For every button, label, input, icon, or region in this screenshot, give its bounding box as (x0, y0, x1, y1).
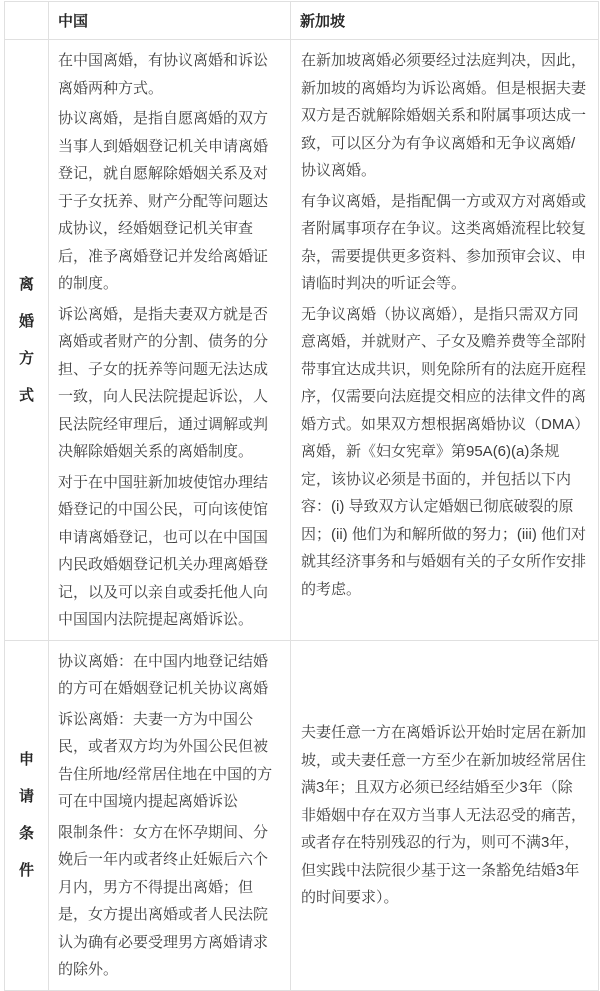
table-row-application-conditions (5, 640, 599, 990)
paragraph: 在新加坡离婚必须要经过法庭判决，因此，新加坡的离婚均为诉讼离婚。但是根据夫妻双方是否就解除婚姻关系和附属事项达成一致，可以区分为有争议离婚和无争议离婚/协议离婚。 (301, 52, 587, 179)
cell-china-divorce-method (49, 40, 291, 641)
paragraph: 无争议离婚（协议离婚），是指只需双方同意离婚，并就财产、子女及赡养费等全部附带事宜达成共识，则免除所有的法庭开庭程序，仅需要向法庭提交相应的法律文件的离婚方式。如果双方想根据离婚协议（DMA）离婚，新《妇女宪章》第95A(6)(a)条规定，该协议必须是书面的，并包括以下内容：(i) 导致双方认定婚姻已彻底破裂的原因；(ii) 他们为和解所做的努力；(iii) 他们对就其经济事务和与婚姻有关的子女所作安排的考虑。 (301, 305, 587, 598)
paragraph: 协议离婚，是指自愿离婚的双方当事人到婚姻登记机关申请离婚登记，就自愿解除婚姻关系及对于子女抚养、财产分配等问题达成协议，经婚姻登记机关审查后，准予离婚登记并发给离婚证的制度。 (58, 110, 269, 292)
row-label-text: 申请条件 (18, 751, 34, 879)
table-row-divorce-method (5, 40, 599, 641)
paragraph: 对于在中国驻新加坡使馆办理结婚登记的中国公民，可向该使馆申请离婚登记，也可以在中国国内民政婚姻登记机关办理离婚登记，以及可以亲自或委托他人向中国国内法院提起离婚诉讼。 (58, 473, 269, 628)
header-row (5, 2, 599, 40)
row-label-text: 离婚方式 (18, 275, 34, 404)
paragraph: 有争议离婚，是指配偶一方或双方对离婚或者附属事项存在争议。这类离婚流程比较复杂，需要提供更多资料、参加预审会议、申请临时判决的听证会等。 (301, 192, 587, 292)
cell-china-application-conditions (49, 640, 291, 990)
cell-singapore-divorce-method (291, 40, 599, 641)
header-cell-corner (5, 2, 49, 40)
row-label-application-conditions (5, 640, 49, 990)
cell-singapore-application-conditions (291, 640, 599, 990)
paragraph: 诉讼离婚，是指夫妻双方就是否离婚或者财产的分割、债务的分担、子女的抚养等问题无法达成一致，向人民法院提起诉讼，人民法院经审理后，通过调解或判决解除婚姻关系的离婚制度。 (58, 305, 269, 460)
paragraph: 在中国离婚，有协议离婚和诉讼离婚两种方式。 (58, 52, 269, 97)
paragraph: 协议离婚：在中国内地登记结婚的方可在婚姻登记机关协议离婚 (58, 652, 269, 697)
header-cell-singapore: 新加坡 (291, 2, 599, 40)
paragraph: 诉讼离婚：夫妻一方为中国公民，或者双方均为外国公民但被告住所地/经常居住地在中国的方可在中国境内提起离婚诉讼 (58, 710, 273, 810)
row-label-divorce-method (5, 40, 49, 641)
paragraph: 夫妻任意一方在离婚诉讼开始时定居在新加坡，或夫妻任意一方至少在新加坡经常居住满3年；且双方必须已经结婚至少3年（除非婚姻中存在双方当事人无法忍受的痛苦，或者存在特别残忍的行为，则可不满3年，但实践中法院很少基于这一条豁免结婚3年的时间要求）。 (301, 724, 587, 907)
header-cell-china: 中国 (49, 2, 291, 40)
comparison-table (4, 1, 599, 991)
paragraph: 限制条件：女方在怀孕期间、分娩后一年内或者终止妊娠后六个月内，男方不得提出离婚；但是，女方提出离婚或者人民法院认为确有必要受理男方离婚请求的除外。 (58, 823, 269, 978)
